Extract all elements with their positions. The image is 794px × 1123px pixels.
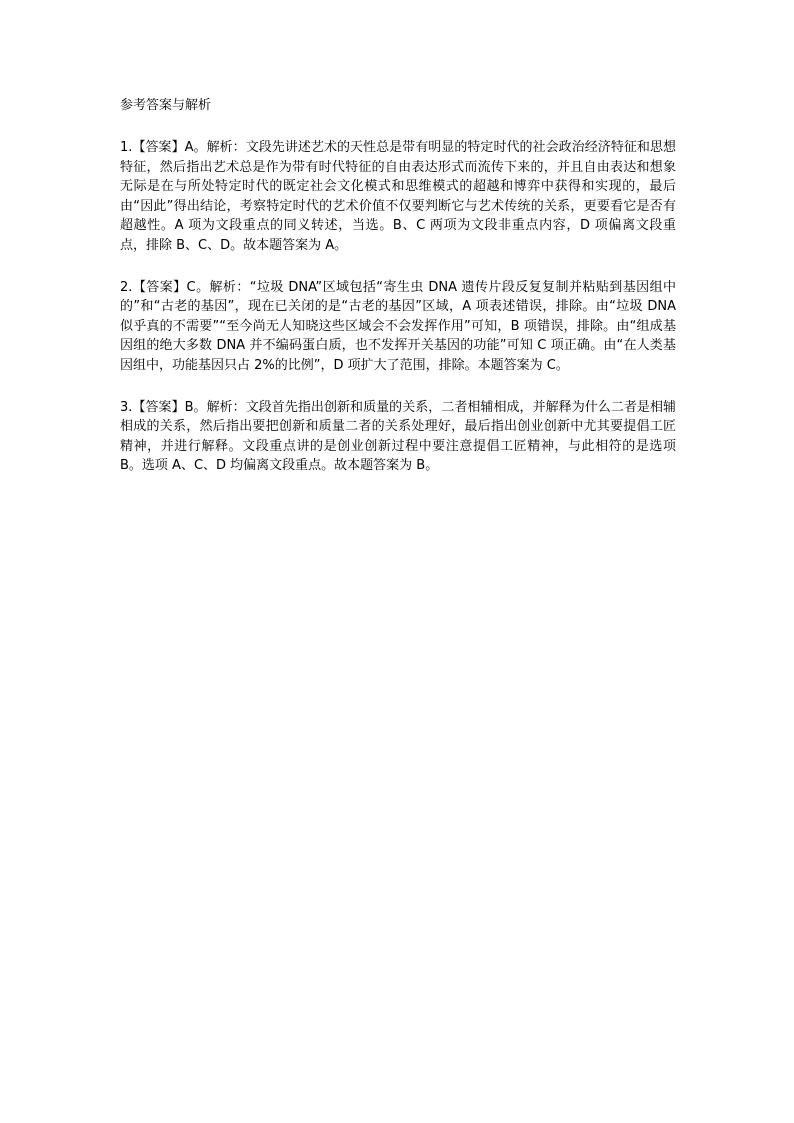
document-page (120, 96, 676, 498)
answer-paragraph-1: 1.【答案】A。解析：文段先讲述艺术的天性总是带有明显的特定时代的社会政治经济特征和思想特征，然后指出艺术总是作为带有时代特征的自由表达形式而流传下来的，并且自由表达和想象无际是在与所处特定时代的既定社会文化模式和思维模式的超越和博弈中获得和实现的，最后由“因此”得出结论，考察特定时代的艺术价值不仅要判断它与艺术传统的关系，更要看它是否有超越性。A 项为文段重点的同义转述，当选。B、C 两项为文段非重点内容，D 项偏离文段重点，排除 B、C、D。故本题答案为 A。 (120, 140, 676, 253)
answer-paragraph-2: 2.【答案】C。解析：“垃圾 DNA”区域包括“寄生虫 DNA 遗传片段反复复制并粘贴到基因组中的”和“古老的基因”，现在已关闭的是“古老的基因”区域，A 项表述错误，排除。由“垃圾 DNA 似乎真的不需要”“至今尚无人知晓这些区域会不会发挥作用”可知，B 项错误，排除。由“组成基因组的绝大多数 DNA 并不编码蛋白质，也不发挥开关基因的功能”可知 C 项正确。由“在人类基因组中，功能基因只占 2%的比例”，D 项扩大了范围，排除。本题答案为 C。 (120, 279, 676, 373)
answer-paragraph-3: 3.【答案】B。解析：文段首先指出创新和质量的关系，二者相辅相成，并解释为什么二者是相辅相成的关系，然后指出要把创新和质量二者的关系处理好，最后指出创业创新中尤其要提倡工匠精神，并进行解释。文段重点讲的是创业创新过程中要注意提倡工匠精神，与此相符的是选项 B。选项 A、C、D 均偏离文段重点。故本题答案为 B。 (120, 399, 676, 474)
page-title: 参考答案与解析 (120, 98, 212, 113)
